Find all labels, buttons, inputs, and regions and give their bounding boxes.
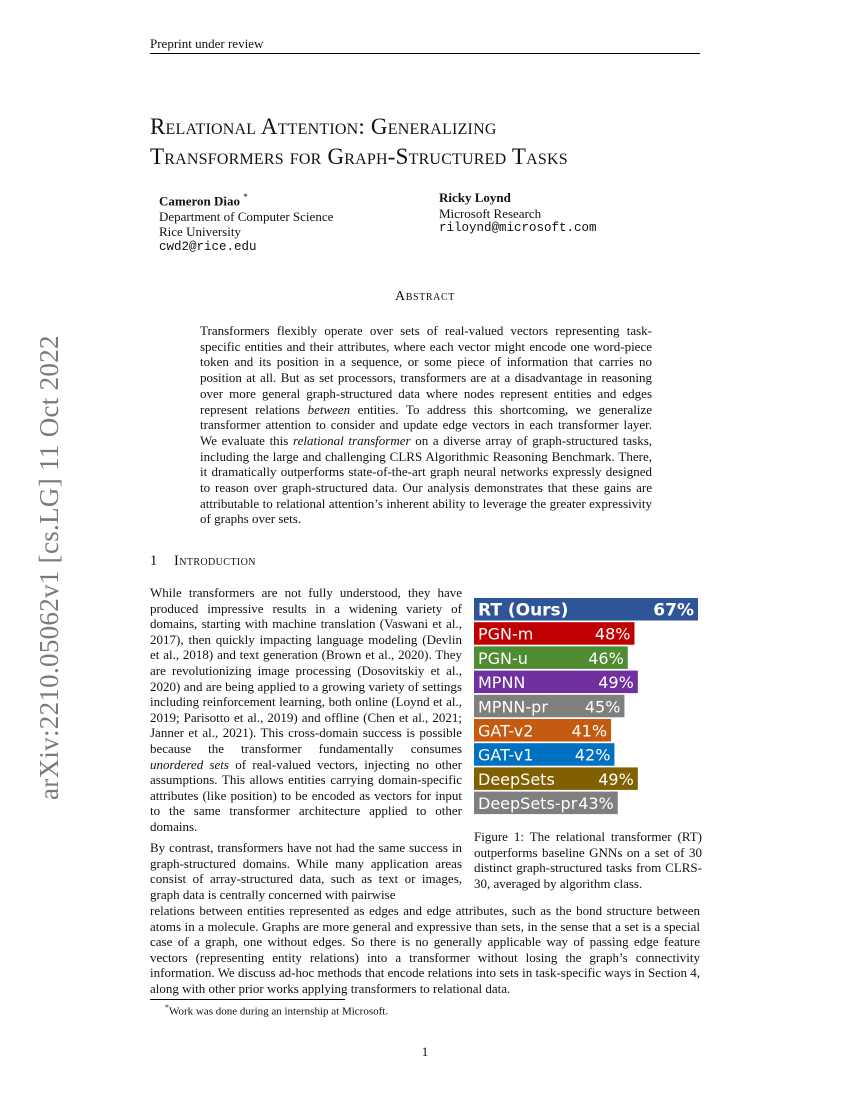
intro-paragraph-1 <box>150 585 462 835</box>
bar-category-label: MPNN <box>478 673 526 693</box>
page-number: 1 <box>421 1044 429 1059</box>
running-head: Preprint under review <box>150 36 264 51</box>
bar-value-label: 46% <box>588 648 624 668</box>
author-email: cwd2@rice.edu <box>159 239 257 254</box>
abstract-emphasis: relational transformer <box>293 432 411 448</box>
paragraph-text: of real-valued vectors, injecting no other assumptions. This allows entities carrying domain-specific attributes (like position) to be encoded as vectors for input to the same transformer architecture applied to other domains. <box>150 756 462 834</box>
bar-category-label: PGN-m <box>478 624 534 644</box>
abstract-text: on a diverse array of graph-structured tasks, including the large and challenging CLRS Algorithmic Reasoning Benchmark. There, it dramatically outperforms state-of-the-art graph neural networks expressly designed to reason over graph-structured data. Our analysis demonstrates that these gains are attributable to relational attention’s inherent ability to leverage the greater expressivity of graphs over sets. <box>200 432 653 527</box>
author-affiliation: Microsoft Research <box>439 205 542 221</box>
bar-category-label: GAT-v2 <box>478 721 534 741</box>
author-email: riloynd@microsoft.com <box>439 221 597 235</box>
footnote-mark: * <box>165 1003 169 1012</box>
bar-value-label: 67% <box>653 600 694 621</box>
bar-value-label: 49% <box>598 673 634 693</box>
abstract-text: entities. To address this shortcoming, we generalize transformer attention to consider and update edge vectors in each transformer layer. We evaluate this <box>200 401 653 448</box>
footnote-text: Work was done during an internship at Microsoft. <box>169 1005 389 1018</box>
title-line-1: Relational Attention: Generalizing <box>150 114 497 139</box>
abstract-emphasis: between <box>307 401 351 417</box>
arxiv-stamp: arXiv:2210.05062v1 [cs.LG] 11 Oct 2022 <box>34 335 64 800</box>
intro-paragraph-2-full: relations between entities represented as edges and edge attributes, such as the bond structure between atoms in a molecule. Graphs are more general and expressive than sets, in the sense that a set is a special case of a graph, one without edges. So there is no generally applicable way of passing edge feature vectors (representing entity relations) into a transformer without losing the graph’s connectivity information. We discuss ad-hoc methods that encode relations into sets in task-specific ways in Section 4, along with other prior works applying transformers to relational data. <box>150 903 700 996</box>
abstract-body <box>200 323 652 527</box>
bar-value-label: 49% <box>598 769 634 789</box>
footnote <box>165 1003 388 1018</box>
abstract-heading: Abstract <box>395 289 455 304</box>
bar-category-label: MPNN-pr <box>478 697 548 717</box>
author-name: Cameron Diao <box>159 193 241 209</box>
paragraph-emphasis: unordered sets <box>150 756 229 772</box>
figure-1-bar-chart <box>474 598 704 820</box>
bar-category-label: DeepSets-pr <box>478 794 578 814</box>
intro-paragraph-2-wrapped: By contrast, transformers have not had the same success in graph-structured domains. While many application areas consist of array-structured data, such as text or images, graph data is centrally concerned with pairwise <box>150 840 462 902</box>
abstract-text: Transformers flexibly operate over sets of real-valued vectors representing task-specific entities and their attributes, where each vector might encode one word-piece token and its position in a sequence, or some piece of information that carries no position at all. But as set processors, transformers are at a disadvantage in reasoning over more general graph-structured data where nodes represent entities and edges represent relations <box>200 323 652 417</box>
bar-value-label: 41% <box>571 721 608 741</box>
section-number: 1 <box>150 553 158 569</box>
author-block-1 <box>159 190 333 255</box>
author-footnote-mark: * <box>243 192 248 202</box>
author-affiliation: Rice University <box>159 224 241 240</box>
author-name: Ricky Loynd <box>439 190 511 205</box>
paragraph-text: While transformers are not fully understood, they have produced impressive results in a widening variety of domains, starting with machine translation (Vaswani et al., 2017), then quickly impacting language modeling (Devlin et al., 2018) and text generation (Brown et al., 2020). They are revolutionizing image processing (Dosovitskiy et al., 2020) and are being applied to a growing variety of settings including reinforcement learning, both online (Loynd et al., 2019; Parisotto et al., 2019) and offline (Chen et al., 2021; Janner et al., 2021). This cross-domain success is possible because the transformer fundamentally consumes <box>150 585 462 756</box>
header-rule <box>150 53 700 54</box>
bar-value-label: 43% <box>578 794 614 814</box>
footnote-rule <box>150 999 345 1000</box>
bar-category-label: DeepSets <box>478 769 555 789</box>
bar-value-label: 48% <box>594 624 631 644</box>
bar-category-label: RT (Ours) <box>478 600 569 621</box>
title-line-2: Transformers for Graph-Structured Tasks <box>150 144 568 169</box>
paper-title <box>150 112 710 172</box>
figure-caption: Figure 1: The relational transformer (RT) outperforms baseline GNNs on a set of 30 distinct graph-structured tasks from CLRS-30, averaged by algorithm class. <box>474 829 702 891</box>
bar-category-label: PGN-u <box>478 648 528 668</box>
author-affiliation: Department of Computer Science <box>159 208 334 224</box>
bar-category-label: GAT-v1 <box>478 745 534 765</box>
author-block-2 <box>439 190 597 237</box>
section-title: Introduction <box>174 553 256 569</box>
bar-value-label: 45% <box>584 697 621 717</box>
section-heading <box>150 553 256 570</box>
bar-value-label: 42% <box>574 745 611 765</box>
